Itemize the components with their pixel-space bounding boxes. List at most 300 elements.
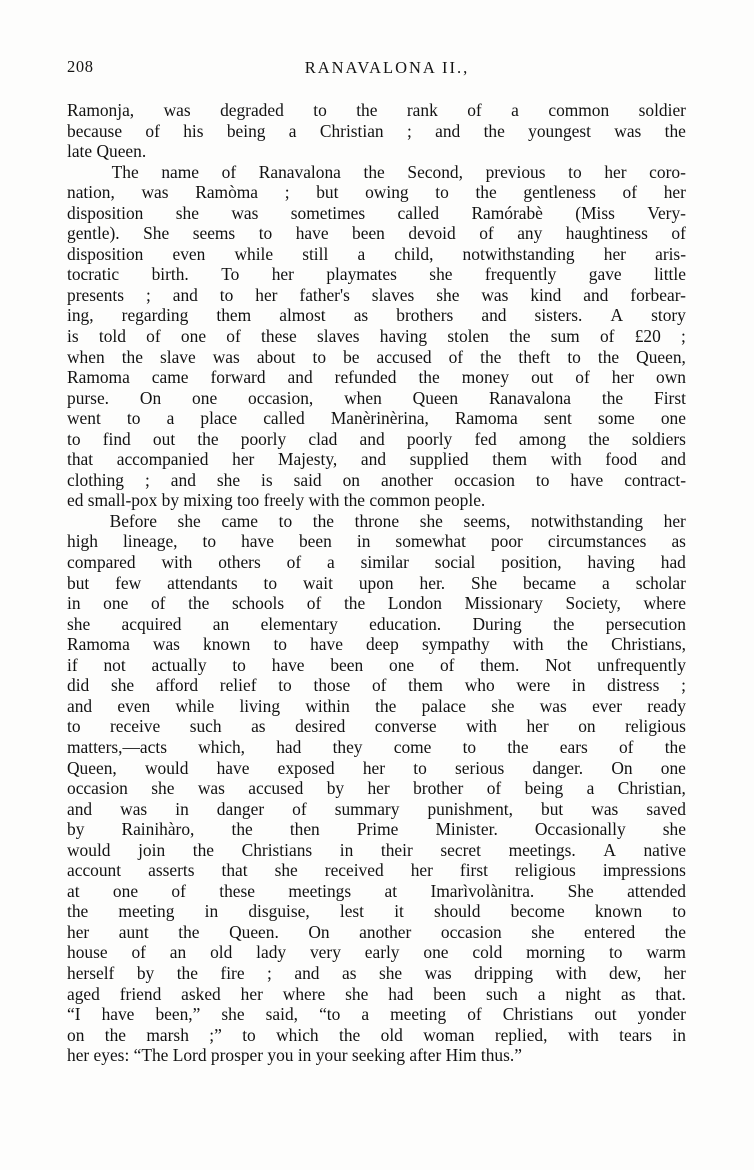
word: and (435, 120, 461, 141)
word: and (583, 284, 609, 305)
word: was (539, 695, 567, 716)
word: of (439, 654, 455, 675)
word: to (312, 346, 327, 367)
word: was (120, 798, 148, 819)
word: ; (406, 120, 412, 141)
text-line (67, 963, 686, 984)
text-line (67, 408, 686, 429)
word: the (363, 161, 385, 182)
word: the (664, 736, 686, 757)
word: her (271, 264, 294, 285)
word: Manèrinèrina, (330, 408, 429, 429)
word: her (232, 449, 255, 470)
word: the (418, 367, 440, 388)
word: was (197, 778, 225, 799)
word: one (660, 408, 686, 429)
word: early (364, 942, 400, 963)
word: actually (151, 654, 207, 675)
word: a (357, 243, 366, 264)
word: been,” (155, 1004, 201, 1025)
word: the (312, 510, 335, 531)
word: been (330, 654, 364, 675)
word: money (461, 367, 510, 388)
word: occasion (440, 921, 502, 942)
word: of (226, 326, 241, 347)
word: punishment, (427, 798, 513, 819)
word: as (341, 962, 357, 983)
word: tears (619, 1024, 652, 1045)
word: religious (514, 860, 576, 881)
word: the (375, 695, 397, 716)
word: had (388, 983, 414, 1004)
word: to (672, 901, 686, 922)
word: ;” (209, 1024, 222, 1045)
word: and (294, 962, 320, 983)
word: to (219, 284, 234, 305)
word: food (605, 449, 638, 470)
word: she (419, 510, 443, 531)
word: aunt (118, 921, 149, 942)
word: birth. (151, 264, 189, 285)
text-line (67, 1045, 686, 1066)
word: one (423, 942, 449, 963)
word: To (221, 264, 240, 285)
word: contract- (624, 469, 686, 490)
word: Rainihàro, (121, 819, 195, 840)
text-line (67, 203, 686, 224)
word: one (112, 880, 139, 901)
text-line (67, 182, 686, 203)
word: playmates (326, 264, 397, 285)
word: the (601, 387, 624, 408)
word: she (378, 962, 403, 983)
word: lest (339, 901, 365, 922)
word: ; (144, 469, 150, 490)
word: meeting (118, 901, 175, 922)
word: slaves (317, 326, 360, 347)
text-line (67, 758, 686, 779)
text-line (67, 593, 686, 614)
text-line (67, 1004, 686, 1025)
word: out (594, 1004, 617, 1025)
word: they (332, 736, 363, 757)
word: dripping (474, 962, 534, 983)
word: at (67, 880, 80, 901)
word: an (169, 942, 187, 963)
word: cold (472, 942, 503, 963)
word: of (146, 326, 161, 347)
text-line (67, 326, 686, 347)
word: Ramórabè (471, 202, 543, 223)
word: She (143, 223, 170, 244)
word: have (271, 654, 305, 675)
word: to (232, 654, 246, 675)
word: having (587, 552, 635, 573)
word: accused (376, 346, 432, 367)
text-line (67, 675, 686, 696)
word: the (664, 120, 686, 141)
word: First (654, 387, 686, 408)
word: such (189, 716, 222, 737)
word: brothers (396, 305, 454, 326)
word: to (278, 675, 292, 696)
word: to (67, 716, 81, 737)
word: she (436, 284, 460, 305)
word: the (178, 921, 200, 942)
word: was (614, 120, 642, 141)
word: by (326, 778, 345, 799)
word: Ramoma (67, 367, 130, 388)
word: went (67, 408, 101, 429)
word: Minister. (435, 819, 498, 840)
word: clothing (67, 469, 124, 490)
word: would (144, 757, 189, 778)
word: living (239, 695, 281, 716)
word: unfrequently (597, 654, 686, 675)
word: similar (360, 552, 409, 573)
word: by (67, 819, 85, 840)
text-line (67, 696, 686, 717)
word: supplied (409, 449, 469, 470)
word: on (578, 716, 596, 737)
word: nation, (67, 182, 115, 203)
word: purse. (67, 387, 110, 408)
word: disguise, (248, 901, 310, 922)
word: own (656, 367, 686, 388)
word: herself (67, 962, 115, 983)
word: to (462, 736, 477, 757)
text-line (67, 347, 686, 368)
word: the (483, 120, 505, 141)
word: with (161, 552, 193, 573)
word: danger (216, 798, 265, 819)
word: little (654, 264, 686, 285)
word: matters,—acts (67, 736, 167, 757)
word: attendants (167, 572, 238, 593)
text-line (67, 223, 686, 244)
word: sum (550, 326, 580, 347)
word: seems (192, 223, 236, 244)
word: even (117, 695, 151, 716)
word: She (471, 572, 498, 593)
word: said (293, 469, 322, 490)
text-line (67, 121, 686, 142)
word: asked (181, 983, 221, 1004)
word: the (475, 182, 497, 203)
text-line (67, 388, 686, 409)
word: of (171, 880, 186, 901)
word: them. (480, 654, 520, 675)
word: of (150, 593, 166, 614)
word: replied, (494, 1024, 548, 1045)
word: A (603, 839, 616, 860)
word: have (101, 1004, 135, 1025)
word: in (356, 531, 371, 552)
word: were (516, 675, 551, 696)
text-line (67, 531, 686, 552)
word: them (408, 675, 443, 696)
word: exposed (277, 757, 335, 778)
word: receive (110, 716, 161, 737)
word: schools (231, 593, 285, 614)
word: London (387, 593, 442, 614)
word: his (183, 120, 204, 141)
word: a (586, 778, 595, 799)
word: of (131, 942, 146, 963)
word: while (234, 243, 274, 264)
word: one (180, 326, 207, 347)
word: disposition (67, 202, 144, 223)
word: fire (220, 962, 245, 983)
word: poor (490, 531, 523, 552)
word: notwithstanding (462, 243, 575, 264)
word: have (570, 469, 604, 490)
word: Very- (647, 202, 686, 223)
word: she (531, 921, 555, 942)
word: out (531, 367, 554, 388)
word: Ramòma (195, 182, 259, 203)
word: would (67, 839, 111, 860)
word: a (537, 983, 546, 1004)
text-line (67, 100, 686, 121)
word: these (219, 880, 255, 901)
word: occasion (454, 469, 515, 490)
word: ; (145, 284, 151, 305)
word: friend (119, 983, 162, 1004)
word: within (305, 695, 350, 716)
word: Second, (407, 161, 463, 182)
word: that (221, 860, 248, 881)
word: that (67, 449, 94, 470)
word: come (393, 736, 432, 757)
word: the (188, 593, 210, 614)
word: which, (198, 736, 246, 757)
word: house (67, 942, 108, 963)
word: is (261, 469, 273, 490)
word: when (67, 346, 105, 367)
word: morning (526, 942, 586, 963)
word: in (571, 675, 586, 696)
text-line (67, 573, 686, 594)
word: if (67, 654, 78, 675)
word: woman (423, 1024, 475, 1045)
word: to (567, 346, 581, 367)
text-line (67, 367, 686, 388)
word: Christian, (617, 778, 686, 799)
word: of (292, 798, 307, 819)
word: to (413, 757, 427, 778)
word: distress (607, 675, 660, 696)
word: of (618, 736, 634, 757)
word: been (433, 983, 467, 1004)
word: was (591, 798, 619, 819)
word: saved (646, 798, 686, 819)
word: “to (319, 1004, 341, 1025)
word: soldier (638, 100, 686, 120)
word: Christian (319, 120, 384, 141)
text-line (67, 429, 686, 450)
word: which (276, 1024, 319, 1045)
word: to (278, 510, 293, 531)
text-line (67, 244, 686, 265)
word: her. (419, 572, 446, 593)
word: of (145, 120, 160, 141)
word: those (313, 675, 351, 696)
word: refunded (334, 367, 397, 388)
word: she (216, 469, 241, 490)
word: old (210, 942, 233, 963)
word: in (204, 901, 219, 922)
word: them (492, 449, 528, 470)
word: any (517, 223, 543, 244)
word: among (518, 428, 567, 449)
word: them (216, 305, 252, 326)
word: name (161, 161, 199, 182)
word: On (611, 757, 633, 778)
word: social (434, 552, 476, 573)
word: youngest (528, 120, 591, 141)
page-number: 208 (67, 57, 94, 76)
word: to (202, 531, 217, 552)
text-line (67, 716, 686, 737)
word: previous (485, 161, 546, 182)
word: by (136, 962, 155, 983)
word: out (152, 428, 176, 449)
word: of (221, 161, 237, 182)
word: Society, (565, 593, 621, 614)
word: very (309, 942, 341, 963)
text-line (67, 819, 686, 840)
word: was (424, 962, 452, 983)
word: was (231, 202, 259, 223)
word: is (67, 326, 79, 347)
running-head (67, 57, 685, 81)
word: Not (545, 654, 572, 675)
word: and (287, 367, 313, 388)
word: stolen (447, 326, 489, 347)
word: common (548, 100, 610, 120)
word: brother (413, 778, 464, 799)
word: told (98, 326, 126, 347)
word: the (197, 428, 219, 449)
word: that. (655, 983, 686, 1004)
word: and (360, 449, 387, 470)
paragraph-indent (67, 162, 89, 183)
text-line (67, 942, 686, 963)
word: received (324, 860, 384, 881)
word: of (306, 593, 322, 614)
word: £20 (634, 326, 661, 347)
word: was (163, 100, 191, 120)
word: being (524, 778, 564, 799)
word: her (240, 983, 263, 1004)
word: and (481, 305, 507, 326)
word: to (67, 428, 81, 449)
word: converse (374, 716, 437, 737)
word: occasion (67, 778, 128, 799)
word: wait (302, 572, 333, 593)
word: (Miss (575, 202, 615, 223)
word: a (166, 408, 175, 429)
word: the (231, 819, 253, 840)
word: not (103, 654, 126, 675)
word: high (67, 531, 98, 552)
word: was (152, 634, 180, 655)
text-line (67, 860, 686, 881)
word: “I (67, 1004, 81, 1025)
word: Christians, (611, 634, 686, 655)
word: her (410, 860, 433, 881)
word: gentle). (67, 223, 120, 244)
text-line (67, 1025, 686, 1046)
word: a (288, 120, 297, 141)
word: her (663, 182, 686, 203)
word: the (597, 346, 620, 367)
word: she (221, 1004, 245, 1025)
word: when (344, 387, 382, 408)
word: to (273, 634, 287, 655)
text-line (67, 799, 686, 820)
word: occasion, (248, 387, 314, 408)
word: circumstances (547, 531, 647, 552)
word: forward (210, 367, 266, 388)
word: presents (67, 284, 124, 305)
line-text: late Queen. (67, 141, 147, 162)
word: poorly (406, 428, 453, 449)
word: forbear- (630, 284, 686, 305)
word: she (345, 983, 369, 1004)
word: ears (559, 736, 588, 757)
word: find (102, 428, 131, 449)
text-line (67, 470, 686, 491)
word: fed (474, 428, 497, 449)
text-line (67, 614, 686, 635)
word: while (175, 695, 215, 716)
word: a (361, 1004, 370, 1025)
word: her (603, 243, 626, 264)
word: their (380, 839, 413, 860)
word: child, (394, 243, 434, 264)
word: few (115, 572, 142, 593)
word: called (397, 202, 440, 223)
text-line (67, 634, 686, 655)
word: devoid (408, 223, 456, 244)
word: with (512, 634, 544, 655)
word: palace (421, 695, 466, 716)
word: be (343, 346, 360, 367)
word: of (286, 552, 302, 573)
word: danger. (532, 757, 584, 778)
word: position, (501, 552, 562, 573)
word: in (175, 798, 189, 819)
word: a (327, 552, 335, 573)
word: her (367, 778, 390, 799)
paragraph-indent (67, 511, 89, 532)
word: Ramoma (67, 634, 130, 655)
word: of (599, 326, 615, 347)
word: and (660, 449, 686, 470)
word: to (126, 408, 141, 429)
word: night (565, 983, 602, 1004)
word: then (289, 819, 320, 840)
body-text-block (67, 100, 686, 1066)
word: became (523, 572, 577, 593)
word: to (313, 100, 327, 120)
word: her (663, 962, 686, 983)
word: attended (627, 880, 686, 901)
word: such (485, 983, 518, 1004)
word: Queen, (636, 346, 686, 367)
